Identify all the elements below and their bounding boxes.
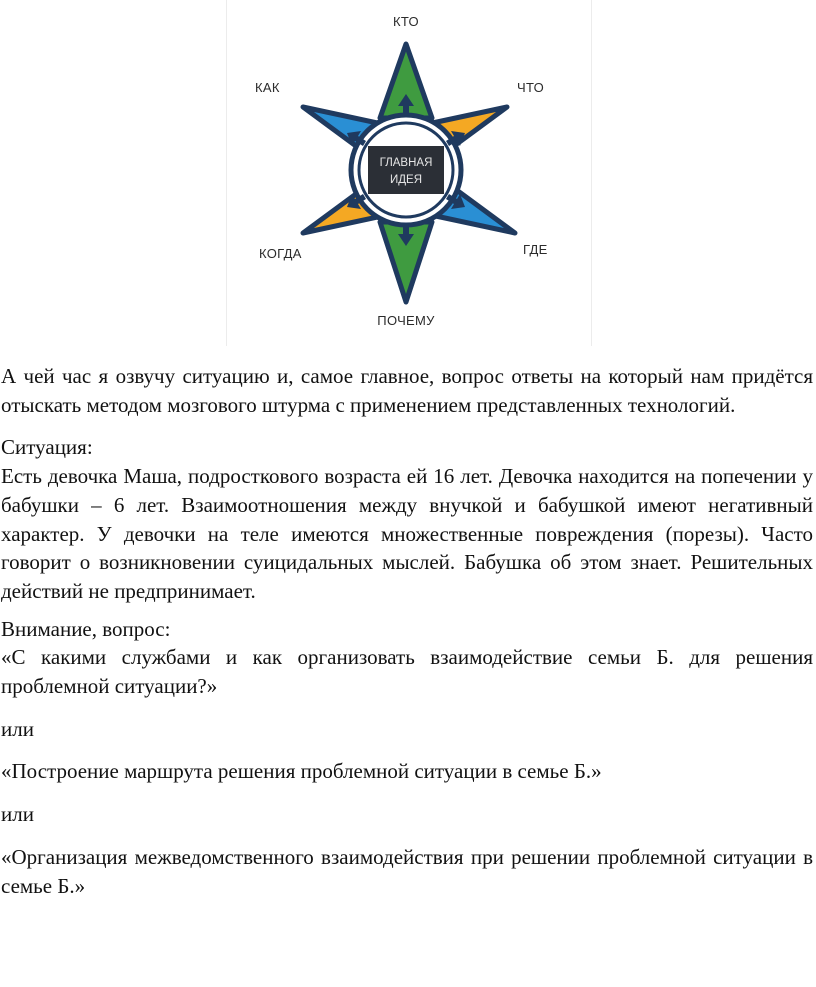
document-text [1, 362, 813, 900]
question-label: Внимание, вопрос: [1, 616, 171, 641]
label-what: ЧТО [517, 80, 545, 95]
question-2: «Построение маршрута решения проблемной ситуации в семье Б.» [1, 759, 602, 784]
label-why: ПОЧЕМУ [377, 313, 435, 328]
center-text-line1: ГЛАВНАЯ [379, 157, 433, 169]
situation-label: Ситуация: [1, 435, 93, 460]
intro-paragraph: А чей час я озвучу ситуацию и, самое главное, вопрос ответы на который нам придётся отыскать методом мозгового штурма с применением представленных технологий. [1, 364, 813, 417]
star-diagram-svg [227, 0, 591, 346]
or-separator-2: или [1, 802, 34, 827]
or-separator-1: или [1, 716, 34, 741]
label-where: ГДЕ [523, 242, 548, 257]
center-box [368, 146, 444, 194]
center-text-line2: ИДЕЯ [389, 174, 423, 186]
star-diagram [226, 0, 592, 346]
label-when: КОГДА [259, 246, 302, 261]
situation-paragraph: Есть девочка Маша, подросткового возраста ей 16 лет. Девочка находится на попечении у бабушки – 6 лет. Взаимоотношения между внучкой и бабушкой имеют негативный характер. У девочки на теле имеются множественные повреждения (порезы). Часто говорит о возникновении суицидальных мыслей. Бабушка об этом знает. Решительных действий не предпринимает. [1, 464, 813, 603]
question-3: «Организация межведомственного взаимодействия при решении проблемной ситуации в семье Б.» [1, 844, 813, 898]
question-1: «С какими службами и как организовать взаимодействие семьи Б. для решения проблемной ситуации?» [1, 645, 813, 699]
label-who: КТО [393, 14, 419, 29]
label-how: КАК [255, 80, 280, 95]
